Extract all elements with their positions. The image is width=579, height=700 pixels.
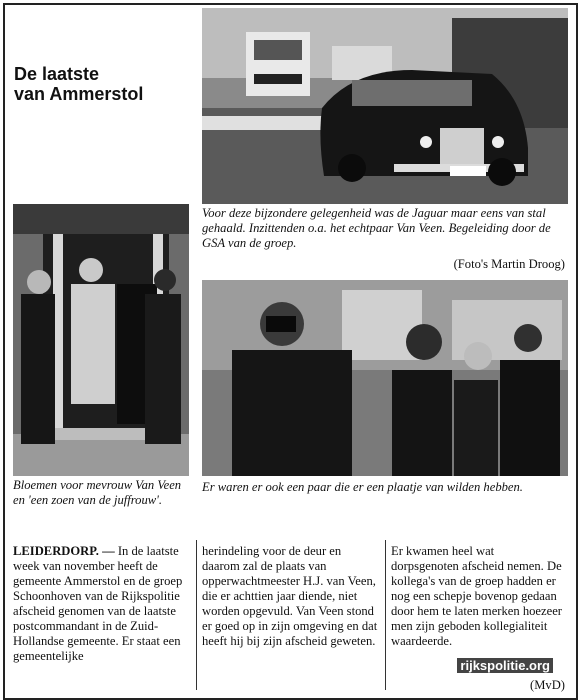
flowers-photo [13, 204, 189, 476]
photographers-photo [202, 280, 568, 476]
headline-line-1: De laatste [14, 64, 100, 84]
jaguar-photo [202, 8, 568, 204]
column-divider-1 [196, 540, 197, 690]
headline [14, 64, 143, 104]
body-column-2 [202, 544, 378, 649]
body-text-3: Er kwamen heel wat dorpsgenoten afscheid nemen. De kollega's van de groep hadden er nog een schepje bovenop gedaan door hem te laten merken hoezeer men zijn geboden kollegialiteit waardeerde. [391, 544, 562, 648]
body-column-3 [391, 544, 565, 649]
watermark: rijkspolitie.org [457, 658, 553, 673]
flowers-caption: Bloemen voor mevrouw Van Veen en 'een zoen van de juffrouw'. [13, 478, 182, 507]
body-text-2: herindeling voor de deur en daarom zal de plaats van opperwachtmeester H.J. van Veen, die er achttien jaar diende, niet worden opgevuld. Van Veen stond er goed op in zijn omgeving en dat heeft hij bij zijn afscheid geweten. [202, 544, 378, 648]
jaguar-caption: Voor deze bijzondere gelegenheid was de Jaguar maar eens van stal gehaald. Inzittenden o.a. het echtpaar Van Veen. Begeleiding door de GSA van de groep. [202, 206, 551, 250]
headline-line-2: van Ammerstol [14, 84, 144, 104]
body-text-1: In de laatste week van november heeft de gemeente Ammerstol en de groep Schoonhoven van de Rijkspolitie afscheid genomen van de laatste postcommandant in de Zuid-Hollandse gemeente. Er staat een gemeentelijke [13, 544, 183, 663]
photographers-caption: Er waren er ook een paar die er een plaatje van wilden hebben. [202, 480, 523, 494]
body-column-1 [13, 544, 189, 664]
photo-credit: (Foto's Martin Droog) [453, 257, 565, 271]
author-signature: (MvD) [530, 678, 565, 692]
column-divider-2 [385, 540, 386, 690]
dateline: LEIDERDORP. — [13, 544, 115, 558]
